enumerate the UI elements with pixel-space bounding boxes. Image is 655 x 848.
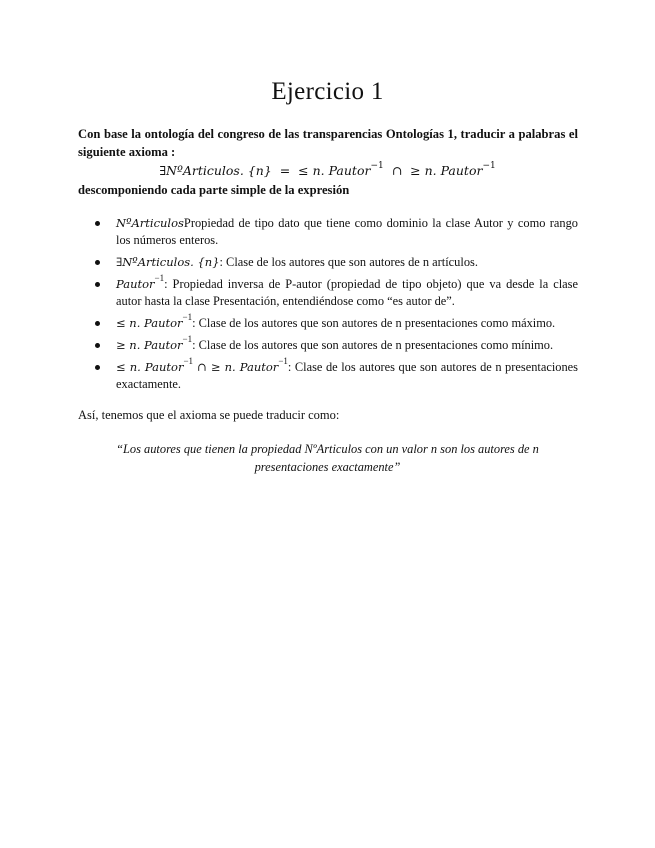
item-text: : Clase de los autores que son autores de n artículos. — [219, 255, 478, 269]
formula-equals: = — [279, 163, 291, 178]
list-item — [78, 311, 578, 332]
math-sup: −1 — [183, 355, 194, 366]
math-term: ≥ n. Pautor — [116, 338, 183, 352]
page-title: Ejercicio 1 — [271, 78, 384, 105]
math-sup: −1 — [182, 333, 193, 344]
formula-term-1: ≤ n. Pautor — [298, 163, 371, 178]
formula-lhs: ∃NºArticulos. {n} — [159, 163, 272, 178]
exercise-prompt: Con base la ontología del congreso de las transparencias Ontologías 1, traducir a palabras el siguiente axioma : — [78, 127, 578, 159]
bullet-icon — [95, 282, 100, 287]
formula-sup-1: −1 — [370, 160, 384, 171]
item-text: : Clase de los autores que son autores de n presentaciones como máximo. — [192, 316, 556, 330]
math-sup: −1 — [154, 272, 165, 283]
exercise-prompt-continued: descomponiendo cada parte simple de la expresión — [78, 183, 350, 197]
bullet-icon — [95, 321, 100, 326]
list-item — [78, 333, 578, 354]
math-term: NºArticulos — [116, 216, 184, 230]
item-text: : Clase de los autores que son autores de n presentaciones como mínimo. — [192, 338, 554, 352]
math-term: Pautor — [116, 277, 155, 291]
formula-sup-2: −1 — [482, 160, 496, 171]
list-item — [78, 215, 578, 249]
list-item — [78, 254, 578, 271]
formula-intersection: ∩ — [391, 163, 403, 178]
list-item — [78, 355, 578, 393]
list-item — [78, 272, 578, 310]
math-term: ≤ n. Pautor — [116, 360, 184, 374]
formula-term-2: ≥ n. Pautor — [410, 163, 483, 178]
bullet-icon — [95, 221, 100, 226]
item-text: : Clase de los autores que son autores de n presentaciones exactamente. — [116, 360, 578, 391]
definition-list — [78, 215, 578, 398]
item-text: : Propiedad inversa de P-autor (propiedad de tipo objeto) que va desde la clase autor hasta la clase Presentación, entendiéndose como “es autor de”. — [116, 277, 578, 308]
bullet-icon — [95, 343, 100, 348]
translation-quote: “Los autores que tienen la propiedad NºArticulos con un valor n son los autores de n presentaciones exactamente” — [116, 442, 539, 474]
axiom-formula — [0, 162, 655, 180]
math-term: ≤ n. Pautor — [116, 316, 183, 330]
math-term-2: ∩ ≥ n. Pautor — [193, 360, 279, 374]
math-term: ∃NºArticulos. {n} — [116, 255, 220, 269]
bullet-icon — [95, 260, 100, 265]
math-sup: −1 — [182, 311, 193, 322]
conclusion-text: Así, tenemos que el axioma se puede traducir como: — [78, 408, 340, 422]
bullet-icon — [95, 365, 100, 370]
math-sup-2: −1 — [278, 355, 288, 366]
item-text: Propiedad de tipo dato que tiene como dominio la clase Autor y como rango los números enteros. — [116, 216, 578, 247]
